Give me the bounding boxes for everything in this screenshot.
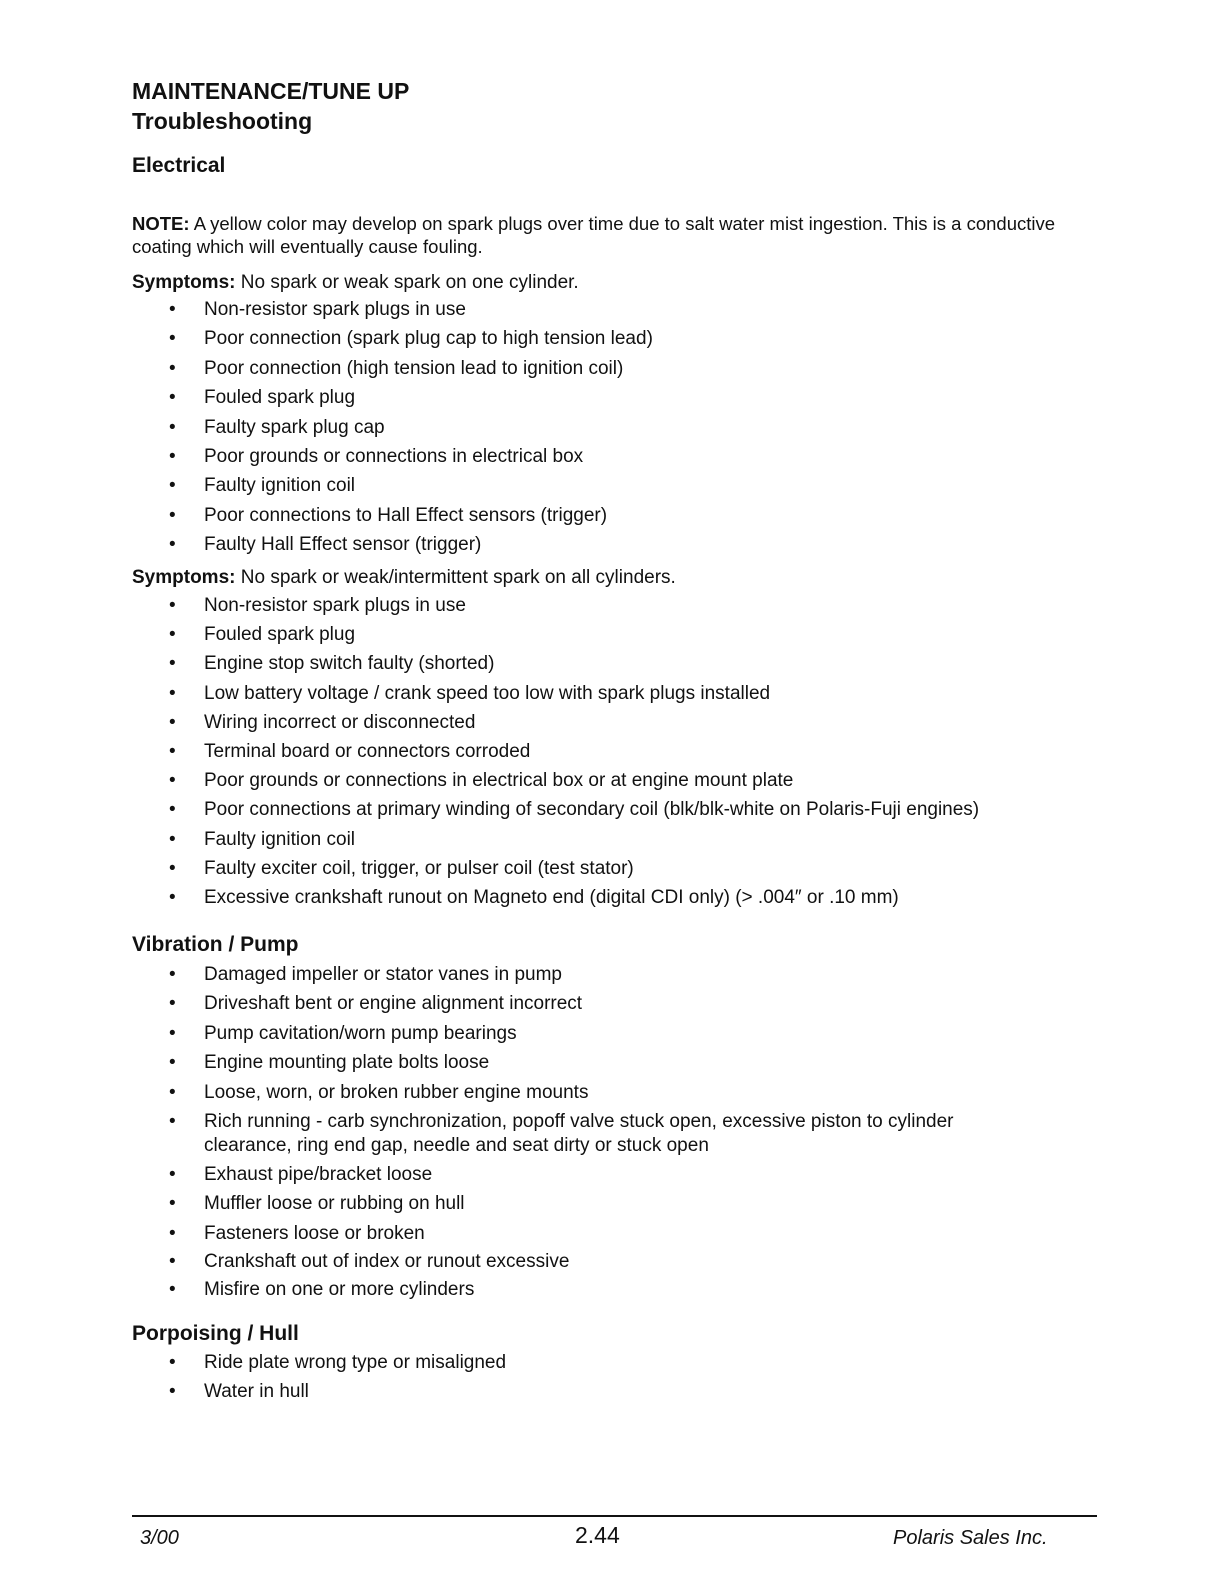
footer-date: 3/00 — [140, 1527, 179, 1549]
list-item: • Poor connections at primary winding of secondary coil (blk/blk-white on Polaris-Fuji engines) — [132, 798, 1092, 827]
list-item: • Engine stop switch faulty (shorted) — [132, 652, 1092, 681]
symptoms-line-all-cylinders — [132, 566, 676, 590]
list-item: • Faulty ignition coil — [132, 474, 1092, 503]
page-header — [132, 76, 409, 136]
list-item: • Low battery voltage / crank speed too low with spark plugs installed — [132, 682, 1092, 711]
list-item: • Fouled spark plug — [132, 623, 1092, 652]
list-item: • Fasteners loose or broken — [132, 1222, 1032, 1250]
list-item: • Damaged impeller or stator vanes in pump — [132, 963, 1032, 992]
list-item: • Exhaust pipe/bracket loose — [132, 1163, 1032, 1192]
symptoms-text: No spark or weak spark on one cylinder. — [240, 272, 579, 293]
list-item: • Muffler loose or rubbing on hull — [132, 1192, 1032, 1221]
list-item: • Water in hull — [132, 1380, 1092, 1409]
list-item: • Poor connection (high tension lead to ignition coil) — [132, 357, 1092, 386]
list-item: • Wiring incorrect or disconnected — [132, 711, 1092, 740]
list-item: • Poor grounds or connections in electrical box or at engine mount plate — [132, 769, 1092, 798]
list-item: • Faulty exciter coil, trigger, or pulser coil (test stator) — [132, 857, 1092, 886]
symptoms-label: Symptoms: — [132, 272, 236, 293]
list-item: • Poor grounds or connections in electrical box — [132, 445, 1092, 474]
footer-company: Polaris Sales Inc. — [893, 1527, 1048, 1549]
section-heading-electrical: Electrical — [132, 154, 226, 177]
list-item: • Excessive crankshaft runout on Magneto end (digital CDI only) (> .004″ or .10 mm) — [132, 886, 1092, 915]
list-item: • Faulty spark plug cap — [132, 416, 1092, 445]
list-item: • Ride plate wrong type or misaligned — [132, 1351, 1092, 1380]
list-item: • Poor connections to Hall Effect sensors (trigger) — [132, 504, 1092, 533]
list-item: • Fouled spark plug — [132, 386, 1092, 415]
note-label: NOTE: — [132, 213, 190, 234]
page-title: MAINTENANCE/TUNE UP — [132, 78, 410, 104]
vibration-list — [132, 963, 1032, 1306]
symptoms-line-one-cylinder — [132, 271, 579, 295]
footer-divider — [132, 1515, 1097, 1517]
list-item: • Faulty Hall Effect sensor (trigger) — [132, 533, 1092, 562]
note-text: A yellow color may develop on spark plugs over time due to salt water mist ingestion. This is a conductive coating which will eventually cause fouling. — [132, 213, 1056, 257]
porpoising-list — [132, 1351, 1092, 1409]
symptoms-text: No spark or weak/intermittent spark on all cylinders. — [240, 567, 676, 588]
symptom-list-all-cylinders — [132, 594, 1092, 915]
list-item: • Faulty ignition coil — [132, 828, 1092, 857]
list-item: • Rich running - carb synchronization, popoff valve stuck open, excessive piston to cylinder clearance, ring end gap, needle and seat dirty or stuck open — [132, 1110, 1032, 1163]
list-item: • Crankshaft out of index or runout excessive — [132, 1250, 1032, 1278]
list-item: • Non-resistor spark plugs in use — [132, 594, 1092, 623]
list-item: • Terminal board or connectors corroded — [132, 740, 1092, 769]
section-heading-porpoising: Porpoising / Hull — [132, 1322, 299, 1345]
list-item: • Non-resistor spark plugs in use — [132, 298, 1092, 327]
footer-page-number: 2.44 — [575, 1522, 620, 1548]
list-item: • Misfire on one or more cylinders — [132, 1278, 1032, 1306]
list-item: • Poor connection (spark plug cap to high tension lead) — [132, 327, 1092, 356]
symptoms-label: Symptoms: — [132, 567, 236, 588]
note-paragraph — [132, 212, 1117, 258]
page-subtitle: Troubleshooting — [132, 108, 313, 134]
list-item: • Engine mounting plate bolts loose — [132, 1051, 1032, 1080]
list-item: • Loose, worn, or broken rubber engine mounts — [132, 1081, 1032, 1110]
symptom-list-one-cylinder — [132, 298, 1092, 563]
list-item: • Pump cavitation/worn pump bearings — [132, 1022, 1032, 1051]
section-heading-vibration: Vibration / Pump — [132, 933, 299, 956]
list-item: • Driveshaft bent or engine alignment incorrect — [132, 992, 1032, 1021]
